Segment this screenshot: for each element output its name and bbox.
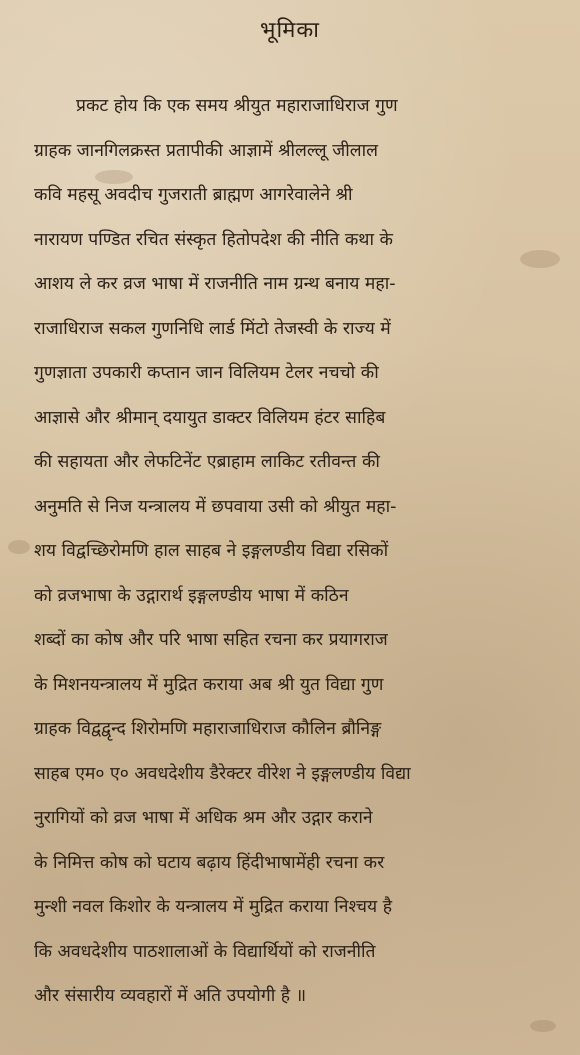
- text-line: कि अवधदेशीय पाठशालाओं के विद्यार्थियों को राजनीति: [34, 941, 376, 962]
- text-line: ग्राहक विद्वद्वृन्द शिरोमणि महाराजाधिराज कौलिन ब्रौनिङ्ग: [34, 719, 382, 739]
- preface-body: [34, 84, 554, 1019]
- text-line: गुणज्ञाता उपकारी कप्तान जान विलियम टेलर नचचो की: [34, 363, 379, 383]
- ink-stain: [530, 1020, 556, 1032]
- text-line: साहब एम० ए० अवधदेशीय डैरेक्टर वीरेश ने इङ्गलण्डीय विद्या: [34, 763, 411, 784]
- text-line: मुन्शी नवल किशोर के यन्त्रालय में मुद्रित कराया निश्चय है: [34, 897, 393, 917]
- text-line: नारायण पण्डित रचित संस्कृत हितोपदेश की नीति कथा के: [34, 229, 393, 250]
- text-line: शब्दों का कोष और परि भाषा सहित रचना कर प्रयागराज: [34, 630, 388, 650]
- text-line: आज्ञासे और श्रीमान् दयायुत डाक्टर विलियम हंटर साहिब: [34, 407, 386, 428]
- text-line: के निमित्त कोष को घटाय बढ़ाय हिंदीभाषामेंही रचना कर: [34, 852, 385, 873]
- ink-stain: [8, 540, 30, 554]
- text-line: प्रकट होय कि एक समय श्रीयुत महाराजाधिराज गुण: [76, 96, 398, 116]
- text-line: और संसारीय व्यवहारों में अति उपयोगी है ॥: [34, 986, 307, 1006]
- text-line: शय विद्वच्छिरोमणि हाल साहब ने इङ्गलण्डीय विद्या रसिकों: [34, 541, 389, 561]
- text-line: अनुमति से निज यन्त्रालय में छपवाया उसी को श्रीयुत महा-: [34, 496, 397, 517]
- text-line: नुरागियों को व्रज भाषा में अधिक श्रम और उद्गार कराने: [34, 808, 373, 828]
- page-title: भूमिका: [260, 18, 320, 43]
- text-line: कवि महसू अवदीच गुजराती ब्राह्मण आगरेवालेने श्री: [34, 185, 353, 205]
- text-line: के मिशनयन्त्रालय में मुद्रित कराया अब श्री युत विद्या गुण: [34, 674, 384, 695]
- text-line: ग्राहक जानगिलक्रस्त प्रतापीकी आज्ञामें श्रीलल्लू जीलाल: [34, 140, 378, 161]
- text-line: को व्रजभाषा के उद्गारार्थ इङ्गलण्डीय भाषा में कठिन: [34, 585, 349, 606]
- text-line: की सहायता और लेफटिनेंट एब्राहाम लाकिट रतीवन्त की: [34, 452, 380, 472]
- text-line: आशय ले कर व्रज भाषा में राजनीति नाम ग्रन्थ बनाय महा-: [34, 274, 396, 294]
- text-line: राजाधिराज सकल गुणनिधि लार्ड मिंटो तेजस्वी के राज्य में: [34, 318, 391, 339]
